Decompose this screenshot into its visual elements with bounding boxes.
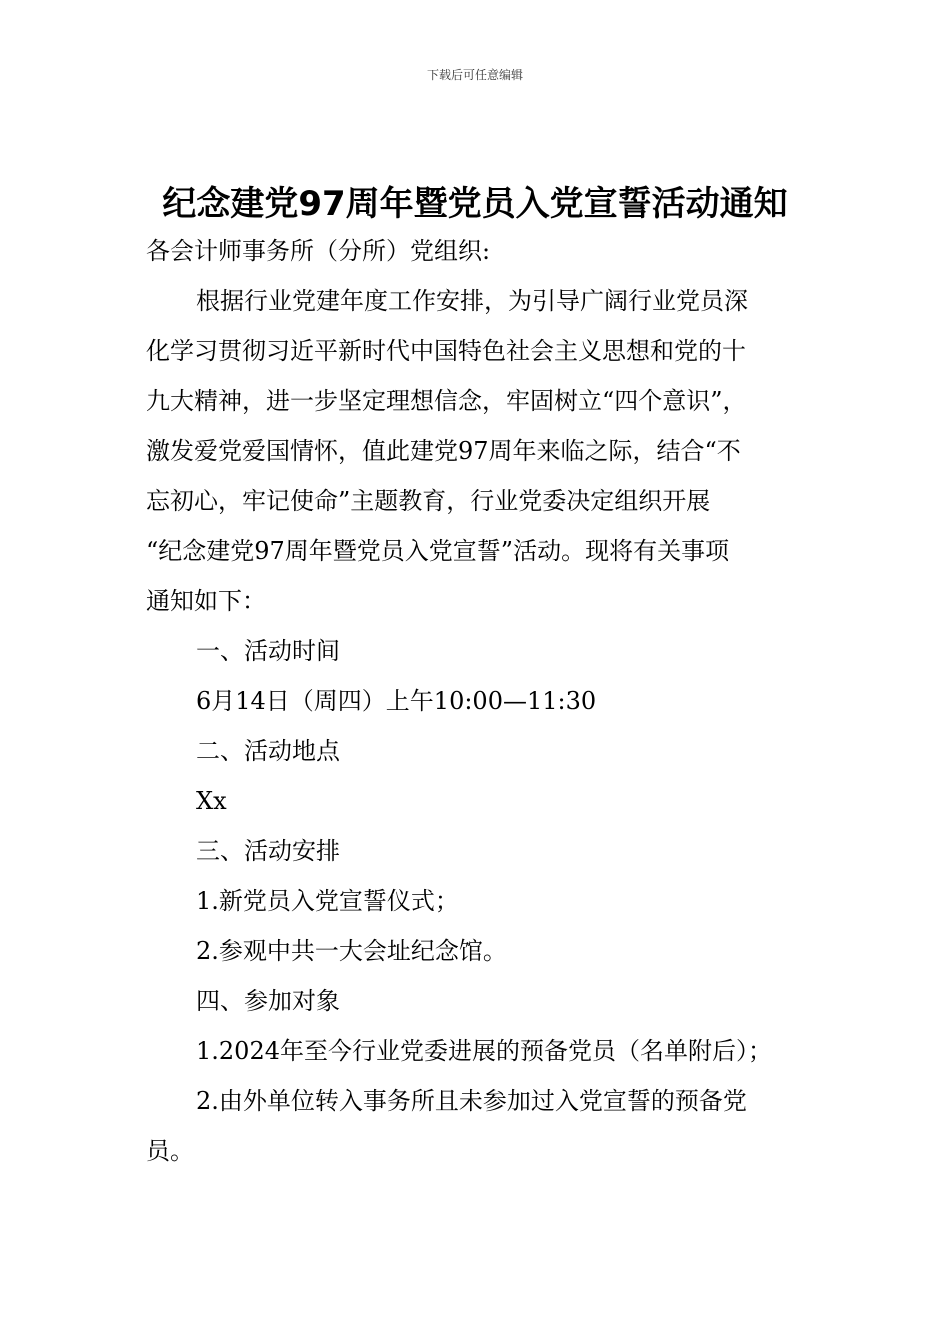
salutation: 各会计师事务所（分所）党组织: <box>146 237 491 265</box>
intro-line-7: 通知如下： <box>146 587 266 615</box>
section-arrangement-heading: 三、活动安排 <box>196 837 340 865</box>
participants-item-1: 1.2024年至今行业党委进展的预备党员（名单附后）； <box>196 1037 772 1065</box>
header-note: 下载后可任意编辑 <box>426 68 523 82</box>
intro-line-2: 化学习贯彻习近平新时代中国特色社会主义思想和党的十 <box>146 337 746 365</box>
intro-line-4: 激发爱党爱国情怀，值此建党97周年来临之际，结合“不 <box>146 437 741 465</box>
section-place-heading: 二、活动地点 <box>196 737 340 765</box>
document-title: 纪念建党97周年暨党员入党宣誓活动通知 <box>162 184 788 224</box>
arrangement-item-2: 2.参观中共一大会址纪念馆。 <box>196 937 507 965</box>
intro-line-5: 忘初心，牢记使命”主题教育，行业党委决定组织开展 <box>146 487 711 515</box>
intro-line-3: 九大精神，进一步坚定理想信念，牢固树立“四个意识”， <box>146 387 747 415</box>
participants-item-2-line-2: 员。 <box>146 1137 194 1165</box>
section-time-heading: 一、活动时间 <box>196 637 340 665</box>
document-body <box>146 226 808 1176</box>
participants-item-2-line-1: 2.由外单位转入事务所且未参加过入党宣誓的预备党 <box>196 1087 747 1115</box>
arrangement-item-1: 1.新党员入党宣誓仪式； <box>196 887 459 915</box>
intro-line-1: 根据行业党建年度工作安排，为引导广阔行业党员深 <box>196 287 748 315</box>
section-place-value: Xx <box>196 787 227 815</box>
section-participants-heading: 四、参加对象 <box>196 987 340 1015</box>
section-time-value: 6月14日（周四）上午10:00—11:30 <box>196 687 597 715</box>
intro-line-6: “纪念建党97周年暨党员入党宣誓”活动。现将有关事项 <box>146 537 730 565</box>
